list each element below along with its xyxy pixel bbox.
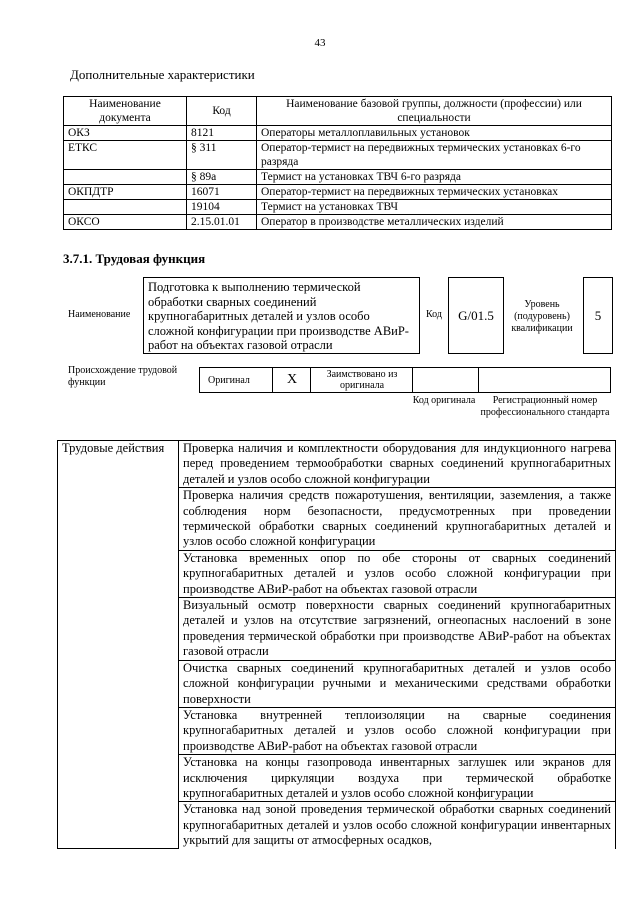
level-label: Уровень (подуровень) квалификации [511,299,573,334]
level-value: 5 [583,277,613,354]
original-label: Оригинал [208,375,250,386]
origin-label: Происхождение трудовой функции [68,365,178,388]
action-item: Визуальный осмотр поверхности сварных соединений крупногабаритных деталей и узлов на отсутствие загрязнений, огнеопасных наслоений в зоне проведения термической обработки при производстве АВиР-работ на объектах газовой отрасли [179,598,616,661]
header-document: Наименование документа [64,97,187,126]
header-code: Код [187,97,257,126]
cell-doc: ЕТКС [64,141,187,170]
cell-doc: ОКПДТР [64,185,187,200]
action-item: Установка над зоной проведения термической обработки сварных соединений крупногабаритных деталей и узлов особо сложной конфигурации инвентарных укрытий для защиты от атмосферных осадков, [179,802,616,849]
cell-doc [64,200,187,215]
table-row [58,441,616,488]
cell-code: 2.15.01.01 [187,215,257,230]
reg-number-cell [478,368,612,392]
cell-code: § 89а [187,170,257,185]
action-item: Проверка наличия и комплектности оборудования для индукционного нагрева перед проведением термообработки сварных соединений крупногабаритных деталей и узлов особо сложной конфигурации [179,441,616,488]
additional-characteristics-title: Дополнительные характеристики [70,67,255,82]
table-row [64,126,612,141]
code-original-cell [412,368,479,392]
code-label: Код [426,309,442,320]
original-mark: X [272,368,311,392]
cell-name: Термист на установках ТВЧ 6-го разряда [257,170,612,185]
cell-name: Оператор-термист на передвижных термических установках 6-го разряда [257,141,612,170]
cell-code: 16071 [187,185,257,200]
table-header-row [64,97,612,126]
page-number: 43 [314,37,326,49]
name-label: Наименование [68,309,131,320]
cell-doc: ОКСО [64,215,187,230]
cell-name: Оператор в производстве металлических изделий [257,215,612,230]
function-name-value: Подготовка к выполнению термической обработки сварных соединений крупногабаритных деталей и узлов особо сложной конфигурации при производстве АВиР-работ на объектах газовой отрасли [143,277,420,354]
actions-label: Трудовые действия [58,441,179,849]
action-item: Установка внутренней теплоизоляции на сварные соединения крупногабаритных деталей и узлов особо сложной конфигурации при производстве АВиР-работ на объектах газовой отрасли [179,707,616,754]
table-row [64,215,612,230]
cell-doc: ОКЗ [64,126,187,141]
function-code-value: G/01.5 [448,277,504,354]
action-item: Очистка сварных соединений крупногабаритных деталей и узлов особо сложной конфигурации ручными и механическими средствами обработки поверхности [179,660,616,707]
cell-code: 8121 [187,126,257,141]
labor-function-heading: 3.7.1. Трудовая функция [63,251,206,266]
cell-name: Оператор-термист на передвижных термических установках [257,185,612,200]
additional-characteristics-table [63,96,612,230]
origin-row [199,367,611,393]
table-row [64,170,612,185]
code-original-caption: Код оригинала [412,395,476,406]
action-item: Установка временных опор по обе стороны от сварных соединений крупногабаритных деталей и узлов особо сложной конфигурации при производстве АВиР-работ на объектах газовой отрасли [179,550,616,597]
table-row [64,200,612,215]
table-row [64,185,612,200]
cell-code: 19104 [187,200,257,215]
header-name: Наименование базовой группы, должности (профессии) или специальности [257,97,612,126]
cell-name: Термист на установках ТВЧ [257,200,612,215]
cell-doc [64,170,187,185]
cell-name: Операторы металлоплавильных установок [257,126,612,141]
action-item: Установка на концы газопровода инвентарных заглушек или экранов для исключения циркуляции воздуха при термической обработке крупногабаритных деталей и узлов особо сложной конфигурации [179,755,616,802]
cell-code: § 311 [187,141,257,170]
borrowed-label: Заимствовано из оригинала [310,368,413,393]
reg-number-caption: Регистрационный номер профессионального стандарта [480,395,610,418]
labor-actions-table [57,440,616,849]
action-item: Проверка наличия средств пожаротушения, вентиляции, заземления, а также соблюдения норм безопасности, предусмотренных при проведении термической обработки сварных соединений крупногабаритных деталей и узлов особо сложной конфигурации [179,488,616,551]
table-row [64,141,612,170]
